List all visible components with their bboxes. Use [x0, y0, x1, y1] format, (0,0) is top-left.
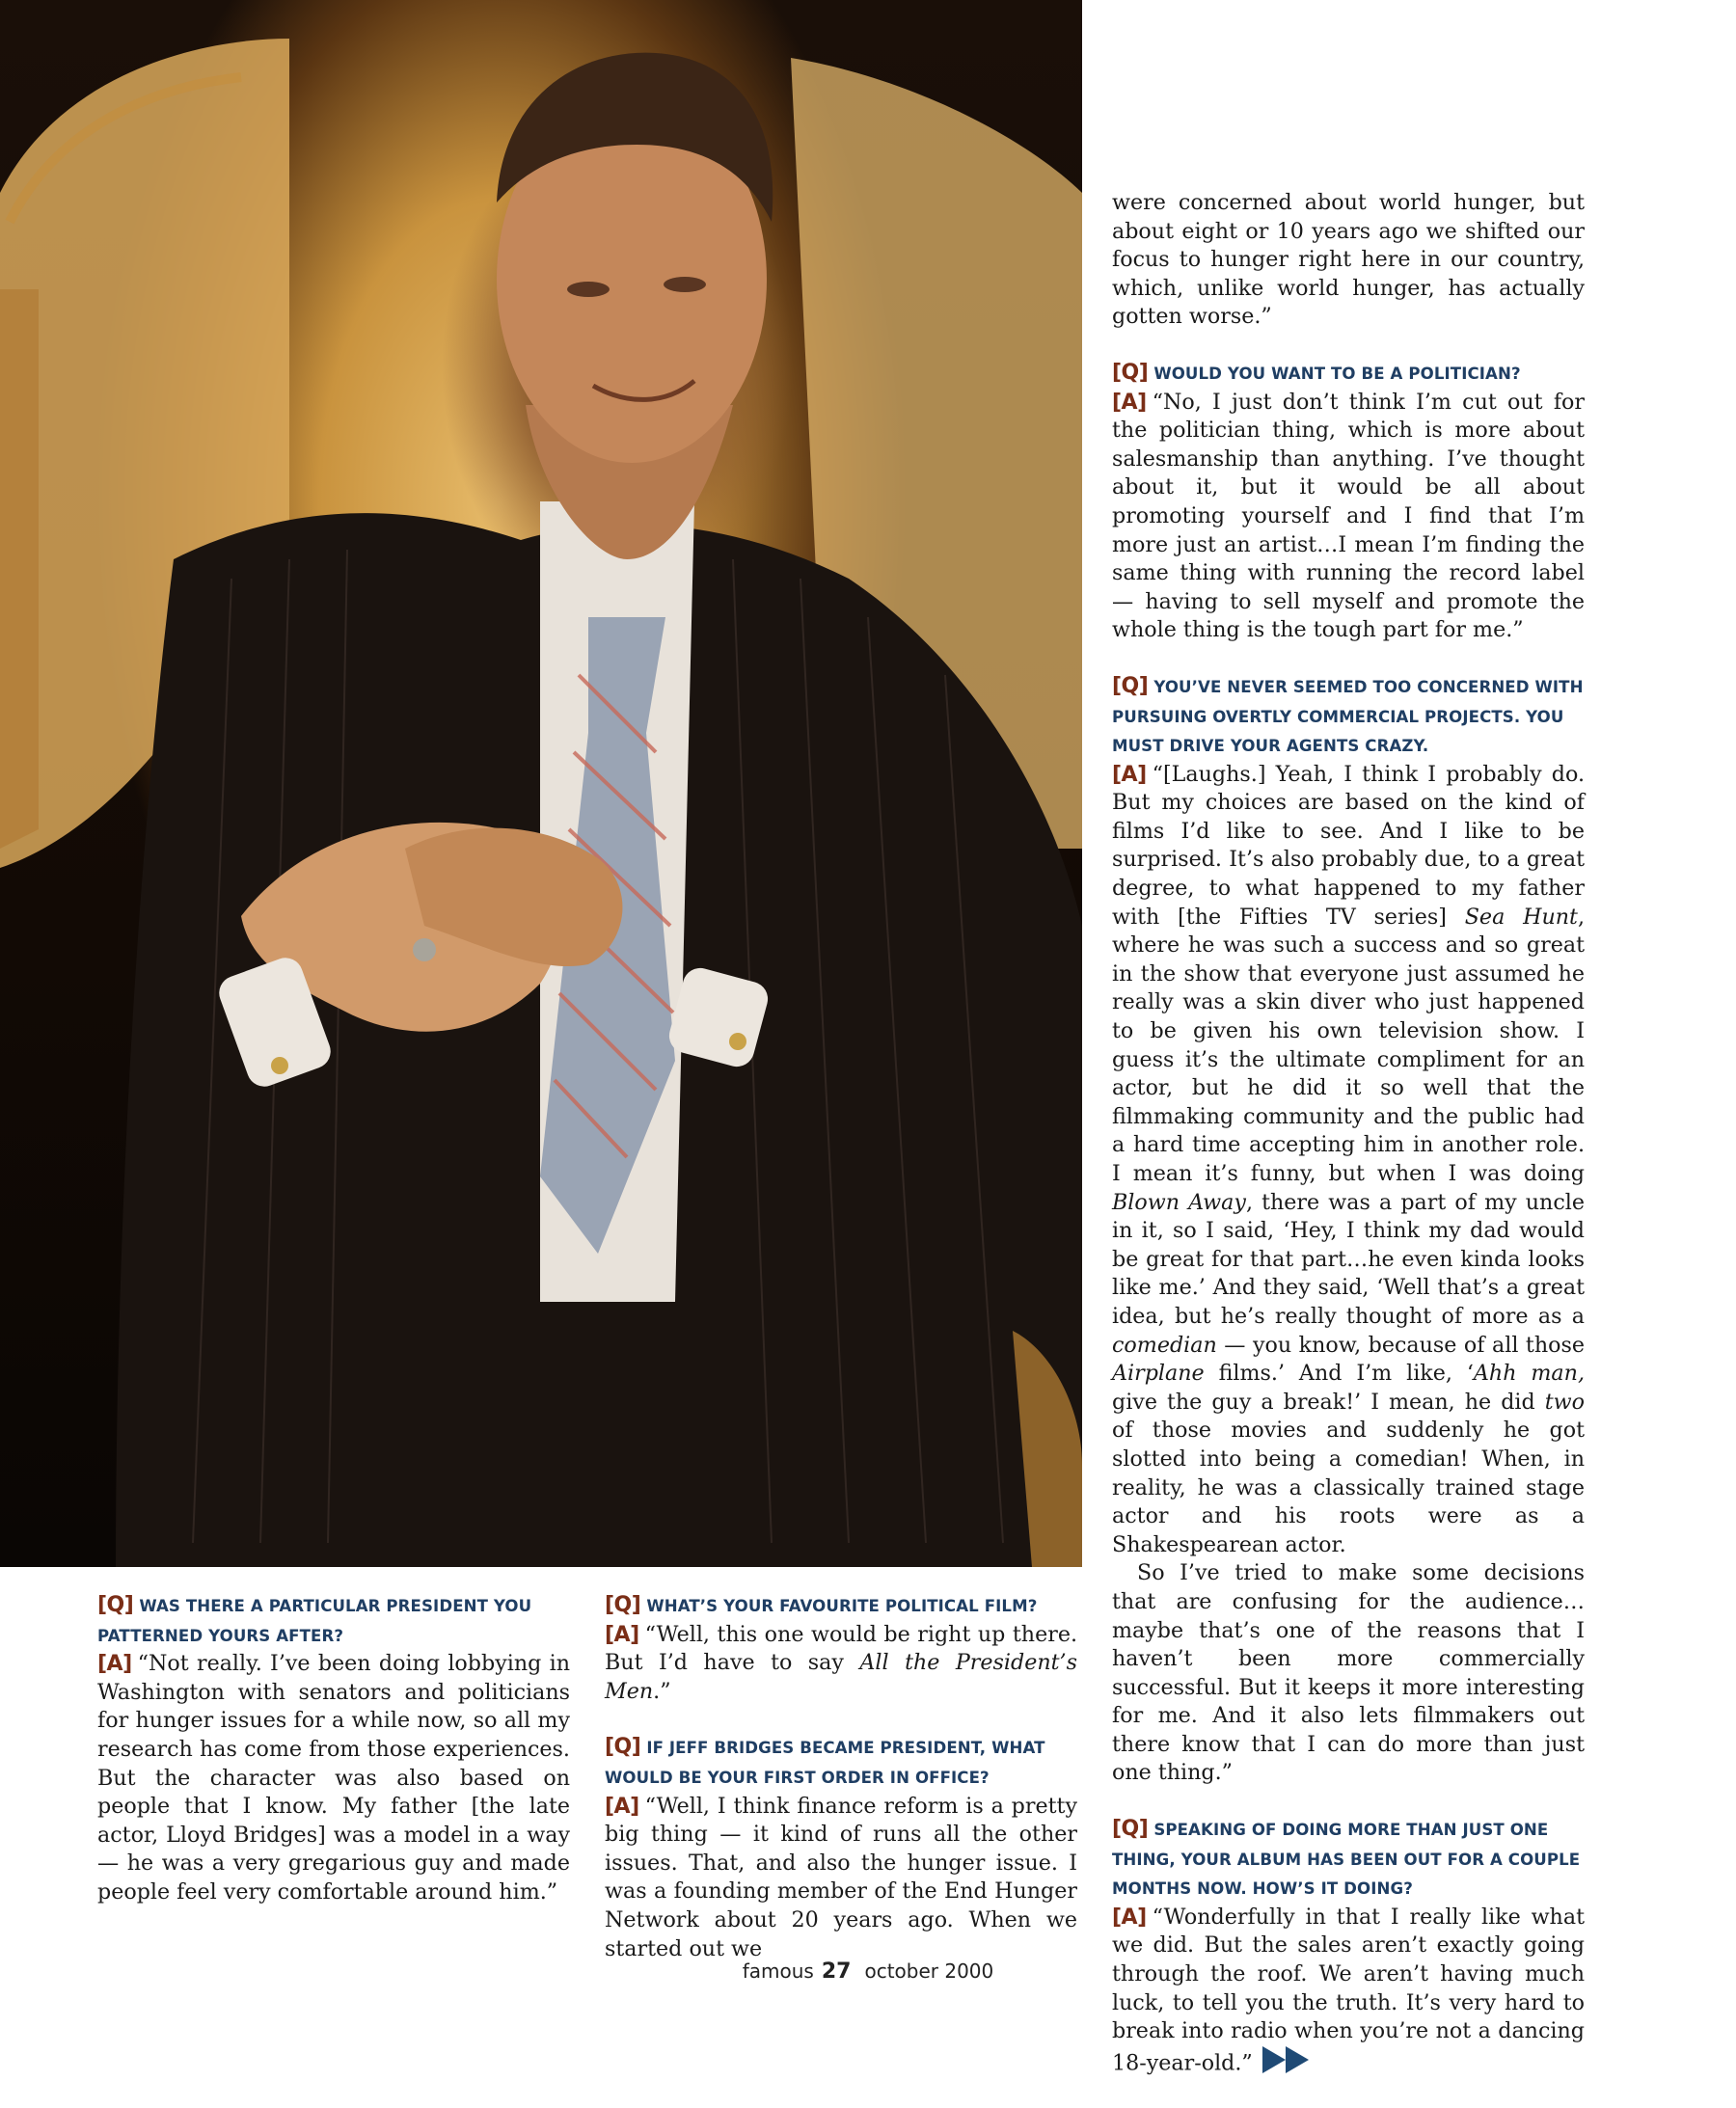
page-number: 27 — [821, 1959, 852, 1984]
answer-text: of those movies and suddenly he got slotted into being a comedian! When, in reality, he was a classically trained stage actor and his roots were as a Shakespearean actor. — [1112, 1418, 1585, 1557]
column-1 — [97, 1591, 570, 1934]
question — [1112, 1815, 1585, 1904]
question-tag: [Q] — [97, 1593, 134, 1617]
answer-text: “[Laughs.] Yeah, I think I probably do. But my choices are based on the kind of films I’d like to see. And I like to be surprised. It’s also probably due, to a great degree, to what happened to my father with [the Fifties TV series] — [1112, 761, 1585, 930]
answer — [605, 1621, 1077, 1707]
question-text: WOULD YOU WANT TO BE A POLITICIAN? — [1153, 364, 1521, 383]
italic-word: Ahh man, — [1473, 1361, 1586, 1387]
answer-text: “Wonderfully in that I really like what we did. But the sales aren’t exactly going through the roof. We aren’t having much luck, to tell you the truth. It’s very hard to break into radio when you’re not a dancing 18-year-old.” — [1112, 1904, 1585, 2076]
question-text: IF JEFF BRIDGES BECAME PRESIDENT, WHAT WOULD BE YOUR FIRST ORDER IN OFFICE? — [605, 1739, 1045, 1787]
qa-block-album — [1112, 1815, 1585, 2081]
qa-block-president — [97, 1591, 570, 1907]
answer — [605, 1793, 1077, 1964]
answer-tag: [A] — [97, 1652, 132, 1677]
continue-arrows-icon — [1262, 2046, 1313, 2082]
answer-text: “Well, I think finance reform is a pretty big thing — it kind of runs all the other issues. That, and also the hunger issue. I was a founding member of the End Hunger Network about 20 years ago. When we started out we — [605, 1793, 1077, 1961]
italic-title: Blown Away — [1112, 1189, 1246, 1215]
question-tag: [Q] — [1112, 673, 1149, 698]
page-footer — [0, 1959, 1736, 1984]
question — [97, 1591, 570, 1650]
question-tag: [Q] — [1112, 1817, 1149, 1842]
question — [605, 1733, 1077, 1792]
answer-text: — you know, because of all those — [1216, 1332, 1585, 1358]
question-text: WHAT’S YOUR FAVOURITE POLITICAL FILM? — [646, 1597, 1038, 1615]
answer-paragraph-2: So I’ve tried to make some decisions that are confusing for the audience…maybe that’s one of the reasons that I haven’t been more commercially successful. But it keeps it more interesting for me. And it also lets filmmakers out there know that I can do more than just one thing.” — [1112, 1560, 1585, 1786]
answer-text: “Not really. I’ve been doing lobbying in Washington with senators and politicians for hunger issues for a while now, so all my research has come from those experiences. But the character was also based on people that I know. My father [the late actor, Lloyd Bridges] was a model in a way — he was a very gregarious guy and made people feel very comfortable around him.” — [97, 1651, 570, 1905]
question — [1112, 672, 1585, 761]
continued-answer — [1112, 189, 1585, 332]
answer — [1112, 1904, 1585, 2082]
question-text: SPEAKING OF DOING MORE THAN JUST ONE THING, YOUR ALBUM HAS BEEN OUT FOR A COUPLE MONTHS NOW. HOW’S IT DOING? — [1112, 1821, 1581, 1899]
answer-text: , there was a part of my uncle in it, so I said, ‘Hey, I think my dad would be great for that part…he even kinda looks like me.’ And they said, ‘Well that’s a great idea, but he’s really thought of more as a — [1112, 1189, 1585, 1329]
answer — [1112, 761, 1585, 1560]
continued-text: were concerned about world hunger, but about eight or 10 years ago we shifted our focus to hunger right here in our country, which, unlike world hunger, has actually gotten worse.” — [1112, 190, 1585, 330]
answer-text: , where he was such a success and so great in the show that everyone just assumed he really was a skin diver who just happened to be given his own television show. I guess it’s the ultimate compliment for an actor, but he did it so well that the filmmaking community and the public had a hard time accepting him in another role. I mean it’s funny, but when I was doing — [1112, 904, 1585, 1186]
answer-tag: [A] — [605, 1622, 639, 1647]
film-title: All the President’s Men — [605, 1650, 1077, 1704]
answer-tag: [A] — [1112, 1905, 1147, 1930]
qa-block-commercial-projects — [1112, 672, 1585, 1788]
answer-text: give the guy a break!’ I mean, he did — [1112, 1389, 1545, 1415]
column-3 — [1112, 189, 1585, 2108]
question — [1112, 359, 1585, 389]
answer-tag: [A] — [1112, 390, 1147, 415]
answer-text: “No, I just don’t think I’m cut out for the politician thing, which is more about salesmanship than anything. I’ve thought about it, but it would be all about promoting yourself and I find that I’m more just an artist…I mean I’m finding the same thing with running the record label — having to sell myself and promote the whole thing is the tough part for me.” — [1112, 389, 1585, 643]
column-2 — [605, 1591, 1077, 1990]
answer-tag: [A] — [1112, 762, 1147, 787]
portrait-photo — [0, 0, 1082, 1567]
question-tag: [Q] — [1112, 360, 1149, 385]
portrait-illustration — [0, 0, 1082, 1567]
question — [605, 1591, 1077, 1621]
italic-word: comedian — [1112, 1332, 1217, 1358]
question-tag: [Q] — [605, 1593, 641, 1617]
answer-tag: [A] — [605, 1794, 639, 1819]
answer-text: films.’ And I’m like, ‘ — [1204, 1361, 1474, 1387]
qa-block-politician — [1112, 359, 1585, 645]
answer — [97, 1650, 570, 1906]
question-tag: [Q] — [605, 1735, 641, 1760]
italic-word: two — [1544, 1389, 1585, 1415]
answer — [1112, 389, 1585, 645]
issue-date: october 2000 — [864, 1959, 994, 1983]
italic-title: Sea Hunt — [1464, 904, 1578, 930]
qa-block-first-order — [605, 1733, 1077, 1963]
qa-block-favourite-film — [605, 1591, 1077, 1706]
answer-text: “Well, this one would be right up there. But I’d have to say — [605, 1621, 1077, 1676]
italic-title: Airplane — [1112, 1361, 1205, 1387]
question-text: YOU’VE NEVER SEEMED TOO CONCERNED WITH PURSUING OVERTLY COMMERCIAL PROJECTS. YOU MUST DRIVE YOUR AGENTS CRAZY. — [1112, 677, 1584, 756]
magazine-name: famous — [742, 1959, 814, 1983]
answer-end: .” — [653, 1678, 671, 1704]
question-text: WAS THERE A PARTICULAR PRESIDENT YOU PATTERNED YOURS AFTER? — [97, 1597, 532, 1645]
